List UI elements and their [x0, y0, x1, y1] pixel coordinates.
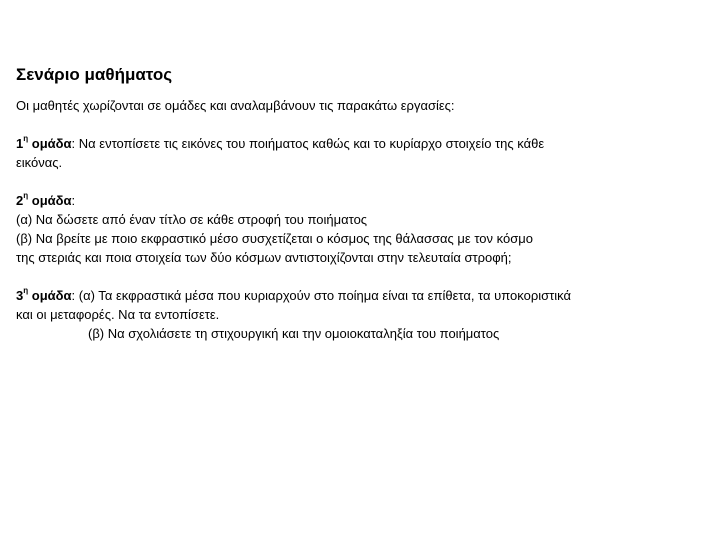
group1-line2: εικόνας. — [16, 155, 63, 170]
group1-sep: : — [71, 136, 76, 151]
group1-label: ομάδα — [31, 136, 72, 151]
group1-line1 — [16, 134, 716, 153]
group1-sup: η — [23, 134, 29, 143]
group3-line2: και οι μεταφορές. Να τα εντοπίσετε. — [16, 307, 220, 322]
group2-number: 2 — [16, 193, 24, 208]
group3-label: ομάδα — [31, 288, 72, 303]
group1-text: Να εντοπίσετε τις εικόνες του ποιήματος καθώς και το κυρίαρχο στοιχείο της κάθε — [75, 136, 545, 151]
group2-task-b-line1: (β) Να βρείτε με ποιο εκφραστικό μέσο συσχετίζεται ο κόσμος της θάλασσας με τον κόσμο — [16, 231, 533, 246]
group3-heading — [16, 288, 72, 303]
group3-sep: : — [71, 288, 76, 303]
group1-heading — [16, 136, 72, 151]
group3-task-b: (β) Να σχολιάσετε τη στιχουργική και την ομοιοκαταληξία του ποιήματος — [88, 326, 500, 341]
group2-label: ομάδα — [31, 193, 72, 208]
group2-heading — [16, 193, 72, 208]
group2-task-a: (α) Να δώσετε από έναν τίτλο σε κάθε στροφή του ποιήματος — [16, 212, 368, 227]
intro-text: Οι μαθητές χωρίζονται σε ομάδες και αναλαμβάνουν τις παρακάτω εργασίες: — [16, 98, 455, 113]
group3-number: 3 — [16, 288, 24, 303]
group2-sep: : — [71, 193, 76, 208]
page-title: Σενάριο μαθήματος — [16, 65, 173, 84]
spacer — [16, 115, 716, 134]
group3-text: (α) Τα εκφραστικά μέσα που κυριαρχούν στο ποίημα είναι τα επίθετα, τα υποκοριστικά — [75, 288, 572, 303]
group2-sup: η — [23, 191, 29, 200]
group2-task-b-line2: της στεριάς και ποια στοιχεία των δύο κόσμων αντιστοιχίζονται στην τελευταία στροφή; — [16, 250, 512, 265]
group1-number: 1 — [16, 136, 24, 151]
group2-heading-line — [16, 191, 716, 210]
group3-sup: η — [23, 286, 29, 295]
spacer — [16, 267, 716, 286]
group3-line1 — [16, 286, 716, 305]
spacer — [16, 172, 716, 191]
slide-content — [16, 62, 716, 343]
